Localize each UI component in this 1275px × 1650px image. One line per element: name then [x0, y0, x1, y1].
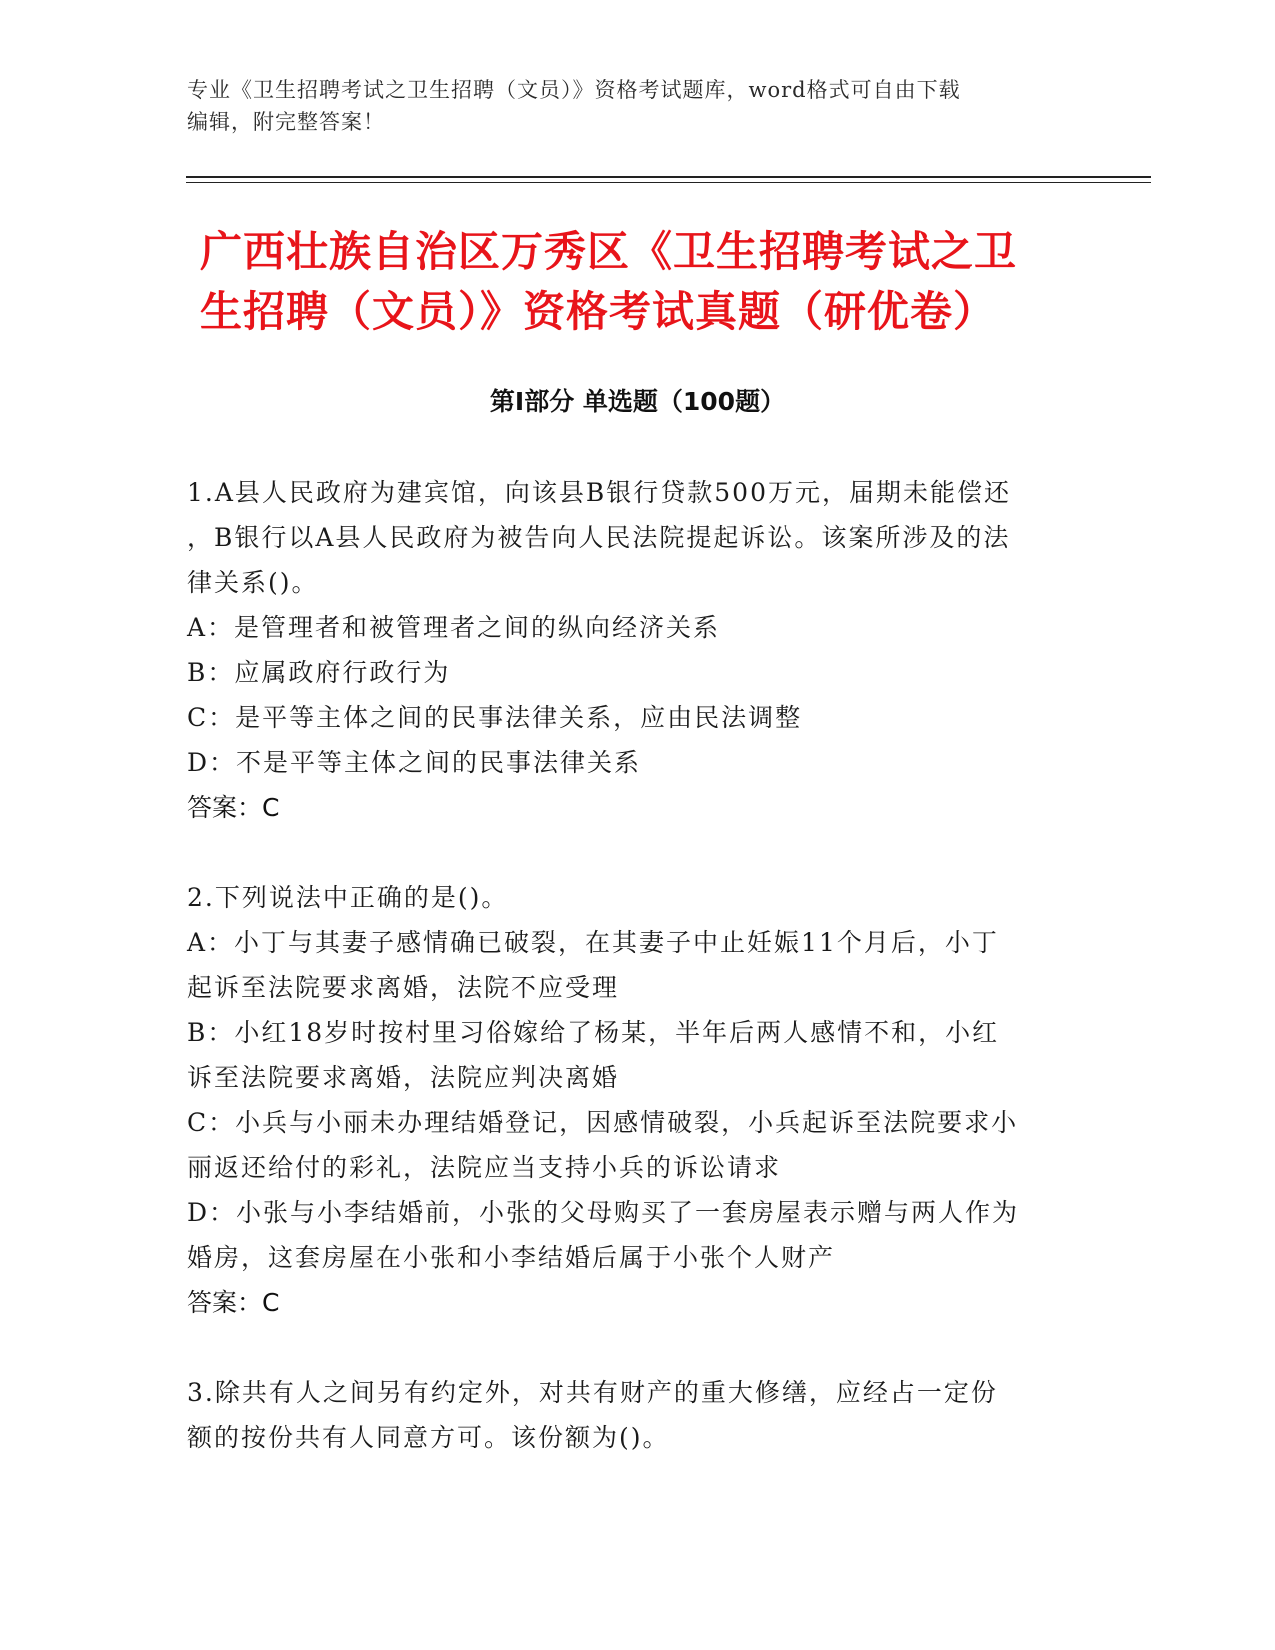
header-rule-thin [186, 182, 1151, 183]
answer-option-line: C：小兵与小丽未办理结婚登记，因感情破裂，小兵起诉至法院要求小 [187, 1108, 1019, 1137]
document-title [200, 222, 1100, 342]
question-stem-line: 额的按份共有人同意方可。该份额为()。 [187, 1423, 670, 1452]
answer-option-line: D：小张与小李结婚前，小张的父母购买了一套房屋表示赠与两人作为 [187, 1198, 1020, 1227]
answer-option-line: 起诉至法院要求离婚，法院不应受理 [187, 973, 620, 1002]
question-block [187, 875, 1087, 1325]
answer-option-line: B：应属政府行政行为 [187, 658, 451, 687]
answer-option [187, 740, 1087, 785]
answer-option [187, 1100, 1087, 1190]
answer-option [187, 1190, 1087, 1280]
question-stem-line: 3.除共有人之间另有约定外，对共有财产的重大修缮，应经占一定份 [187, 1378, 998, 1407]
question-stem-line: 律关系()。 [187, 568, 319, 597]
answer-option-line: D：不是平等主体之间的民事法律关系 [187, 748, 642, 777]
header-note [187, 74, 1067, 138]
answer-option [187, 1010, 1087, 1100]
question-stem-line: 2.下列说法中正确的是()。 [187, 883, 509, 912]
answer-option [187, 650, 1087, 695]
question-stem-line: 1.A县人民政府为建宾馆，向该县B银行贷款500万元，届期未能偿还 [187, 478, 1011, 507]
answer-key: 答案：C [187, 1288, 280, 1317]
question-block [187, 1370, 1087, 1460]
question-list [187, 470, 1087, 1505]
header-rule-thick [186, 176, 1151, 178]
answer-option-line: B：小红18岁时按村里习俗嫁给了杨某，半年后两人感情不和，小红 [187, 1018, 1000, 1047]
answer-option [187, 920, 1087, 1010]
answer-option-line: 婚房，这套房屋在小张和小李结婚后属于小张个人财产 [187, 1243, 836, 1272]
answer-option-line: 丽返还给付的彩礼，法院应当支持小兵的诉讼请求 [187, 1153, 782, 1182]
document-title-line: 生招聘（文员）》资格考试真题（研优卷） [200, 287, 997, 336]
answer-option-line: C：是平等主体之间的民事法律关系，应由民法调整 [187, 703, 803, 732]
answer-option-line: A：是管理者和被管理者之间的纵向经济关系 [187, 613, 721, 642]
answer-key: 答案：C [187, 793, 280, 822]
header-note-line: 专业《卫生招聘考试之卫生招聘（文员）》资格考试题库，word格式可自由下载 [187, 78, 961, 102]
section-title: 第Ⅰ部分 单选题（100题） [489, 387, 786, 416]
answer-option [187, 695, 1087, 740]
question-stem-line: ，B银行以A县人民政府为被告向人民法院提起诉讼。该案所涉及的法 [187, 523, 1011, 552]
question-block [187, 470, 1087, 830]
document-title-line: 广西壮族自治区万秀区《卫生招聘考试之卫 [200, 227, 1018, 276]
answer-option-line: A：小丁与其妻子感情确已破裂，在其妻子中止妊娠11个月后，小丁 [187, 928, 999, 957]
answer-option-line: 诉至法院要求离婚，法院应判决离婚 [187, 1063, 620, 1092]
header-note-line: 编辑，附完整答案！ [187, 110, 385, 134]
answer-option [187, 605, 1087, 650]
